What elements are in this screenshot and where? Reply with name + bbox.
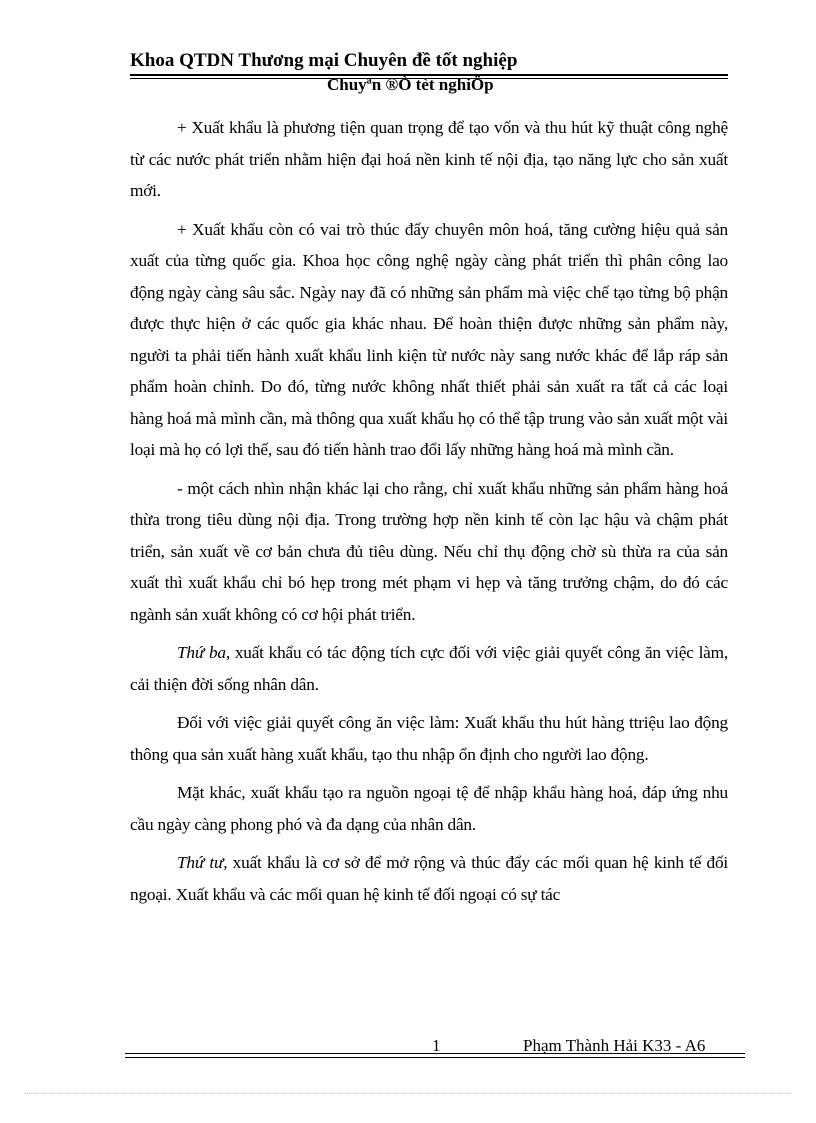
page-bottom-divider xyxy=(24,1093,792,1094)
body-paragraph xyxy=(130,637,728,700)
paragraph-text: - một cách nhìn nhận khác lại cho rằng, chỉ xuất khẩu những sản phẩm hàng hoá thừa trong tiêu dùng nội địa. Trong trường hợp nền kinh tế còn lạc hậu và chậm phát triển, sản xuất về cơ bản chưa đủ tiêu dùng. Nếu chỉ thụ động chờ sù thừa ra của sản xuất thì xuất khẩu chỉ bó hẹp trong mét phạm vi hẹp và tăng trưởng chậm, do đó các ngành sản xuất không có cơ hội phát triển. xyxy=(130,478,728,624)
body-paragraph xyxy=(130,473,728,631)
paragraph-text: xuất khẩu có tác động tích cực đối với việc giải quyết công ăn việc làm, cải thiện đời sống nhân dân. xyxy=(130,643,728,694)
paragraph-text: + Xuất khẩu là phương tiện quan trọng để tạo vốn và thu hút kỹ thuật công nghệ từ các nước phát triển nhằm hiện đại hoá nền kinh tế nội địa, tạo năng lực cho sản xuất mới. xyxy=(130,118,728,200)
body-paragraph xyxy=(130,847,728,910)
page-number: 1 xyxy=(432,1036,441,1055)
footer-author: Phạm Thành Hải K33 - A6 xyxy=(523,1036,706,1055)
body-paragraph xyxy=(130,707,728,770)
header-subtitle: Chuyªn ®Ò tèt nghiÖp xyxy=(327,75,494,94)
document-body xyxy=(130,112,728,917)
paragraph-text: + Xuất khẩu còn có vai trò thúc đẩy chuyên môn hoá, tăng cường hiệu quả sản xuất của từng quốc gia. Khoa học công nghệ ngày càng phát triển thì phân công lao động ngày càng sâu sắc. Ngày nay đã có những sản phẩm mà việc chế tạo từng bộ phận được thực hiện ở các quốc gia khác nhau. Để hoàn thiện được những sản phẩm này, người ta phải tiến hành xuất khẩu linh kiện từ nước này sang nước khác để lắp ráp sản phẩm hoàn chỉnh. Do đó, từng nước không nhất thiết phải sản xuất ra tất cả các loại hàng hoá mà mình cần, mà thông qua xuất khẩu họ có thể tập trung vào sản xuất một vài loại mà họ có lợi thế, sau đó tiến hành trao đổi lấy những hàng hoá mà mình cần. xyxy=(130,219,728,459)
emphasis-text: Thứ tư, xyxy=(177,853,228,872)
paragraph-text: xuất khẩu là cơ sở để mở rộng và thúc đẩy các mối quan hệ kinh tế đối ngoại. Xuất khẩu và các mối quan hệ kinh tế đối ngoại có sự tác xyxy=(130,853,728,904)
header-title: Khoa QTDN Thương mại Chuyên đề tốt nghiệp xyxy=(130,50,518,71)
body-paragraph xyxy=(130,214,728,466)
paragraph-text: Mặt khác, xuất khẩu tạo ra nguồn ngoại tệ để nhập khẩu hàng hoá, đáp ứng nhu cầu ngày càng phong phó và đa dạng của nhân dân. xyxy=(130,783,728,834)
body-paragraph xyxy=(130,112,728,207)
emphasis-text: Thứ ba, xyxy=(177,643,230,662)
footer-rule-bottom xyxy=(125,1057,745,1058)
paragraph-text: Đối với việc giải quyết công ăn việc làm: Xuất khẩu thu hút hàng ttriệu lao động thông qua sản xuất hàng xuất khẩu, tạo thu nhập ổn định cho người lao động. xyxy=(130,713,728,764)
body-paragraph xyxy=(130,777,728,840)
